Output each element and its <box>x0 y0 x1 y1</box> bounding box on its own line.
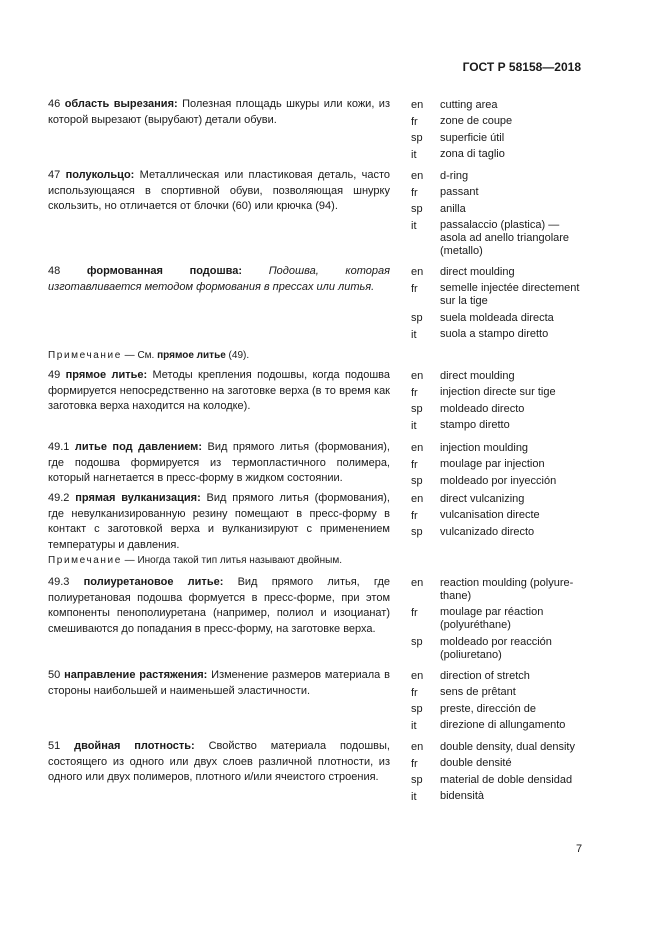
lang-code: sp <box>411 774 423 786</box>
lang-code: en <box>411 577 424 589</box>
lang-term: moldeado por reacción (poliuretano) <box>440 635 552 661</box>
lang-code: en <box>411 99 424 111</box>
lang-term: bidensità <box>440 790 485 802</box>
lang-code: sp <box>411 703 423 715</box>
lang-code: fr <box>411 757 418 770</box>
equivalent-row <box>411 634 581 664</box>
note-text-after: (49). <box>225 350 250 361</box>
equivalent-row <box>411 185 581 202</box>
equivalents-list <box>411 739 581 805</box>
equivalent-row <box>411 168 581 185</box>
lang-term: moulage par réaction (polyuréthane) <box>440 606 544 631</box>
lang-code: fr <box>411 282 418 295</box>
lang-code: fr <box>411 186 418 199</box>
entry-number: 49 <box>48 369 61 381</box>
standard-code: ГОСТ Р 58158—2018 <box>462 60 581 74</box>
entry-term: двойная плотность: <box>74 740 195 752</box>
lang-code: fr <box>411 458 418 471</box>
entry-definition <box>48 491 390 553</box>
lang-code: fr <box>411 115 418 128</box>
entry-term: область вырезания: <box>64 98 178 110</box>
lang-term: semelle injectée directement sur la tige <box>440 282 580 307</box>
equivalents-list <box>411 491 581 541</box>
equivalent-row <box>411 401 581 418</box>
equivalent-row <box>411 605 581 635</box>
lang-term: vulcanisation directe <box>440 509 540 521</box>
entry-number: 46 <box>48 98 61 110</box>
equivalent-row <box>411 368 581 385</box>
equivalent-row <box>411 440 581 457</box>
equivalent-row <box>411 218 581 261</box>
equivalent-row <box>411 281 581 311</box>
entry-definition <box>48 575 390 637</box>
lang-code: it <box>411 419 417 432</box>
lang-term: material de doble densidad <box>440 773 573 786</box>
entry-number: 51 <box>48 740 61 752</box>
lang-term: direzione di allungamento <box>440 719 566 731</box>
note-dash: — <box>121 350 138 361</box>
lang-term: cutting area <box>440 98 498 111</box>
lang-code: sp <box>411 526 423 538</box>
equivalents-list <box>411 97 581 163</box>
equivalent-row <box>411 739 581 756</box>
lang-code: sp <box>411 132 423 144</box>
equivalent-row <box>411 418 581 435</box>
entry-definition <box>48 668 390 699</box>
lang-code: sp <box>411 312 423 324</box>
equivalent-row <box>411 575 581 605</box>
lang-term: superficie útil <box>440 131 505 144</box>
lang-term: moldeado directo <box>440 402 525 415</box>
equivalent-row <box>411 772 581 789</box>
equivalent-row <box>411 668 581 685</box>
lang-term: suela moldeada directa <box>440 311 554 324</box>
equivalents-list <box>411 264 581 343</box>
equivalents-list <box>411 575 581 664</box>
entry-number: 49.1 <box>48 441 70 453</box>
lang-term: double densité <box>440 757 512 769</box>
lang-term: direct moulding <box>440 369 515 382</box>
lang-code: it <box>411 148 417 161</box>
entry-term: направление растяжения: <box>64 669 208 681</box>
equivalent-row <box>411 385 581 402</box>
entry-number: 50 <box>48 669 61 681</box>
lang-term: preste, dirección de <box>440 702 536 715</box>
entry-number: 48 <box>48 265 61 277</box>
note <box>48 555 342 566</box>
lang-term: zone de coupe <box>440 115 513 127</box>
lang-code: sp <box>411 636 423 648</box>
lang-code: sp <box>411 203 423 215</box>
entry-term: формованная подошва: <box>86 265 243 277</box>
equivalent-row <box>411 789 581 806</box>
equivalent-row <box>411 524 581 541</box>
equivalent-row <box>411 147 581 164</box>
entry-definition-text: Свойство материала подошвы, состоящего из одного или двух слоев различной плотности, из одного или двух полимеров, плотного и/или ячеистого строения. <box>48 740 390 783</box>
entry-term: полукольцо: <box>65 169 135 181</box>
lang-term: d-ring <box>440 169 469 182</box>
equivalent-row <box>411 756 581 773</box>
lang-code: it <box>411 219 417 232</box>
equivalents-list <box>411 368 581 434</box>
lang-term: anilla <box>440 202 466 215</box>
lang-term: moulage par injection <box>440 458 545 470</box>
lang-code: it <box>411 790 417 803</box>
entry-definition-text: Изменение размеров материала в стороны наибольшей и наименьшей эластичности. <box>48 669 390 697</box>
equivalent-row <box>411 491 581 508</box>
equivalent-row <box>411 685 581 702</box>
lang-code: en <box>411 370 424 382</box>
page-number: 7 <box>576 843 583 855</box>
entry-number: 47 <box>48 169 61 181</box>
entry-term: прямая вулканизация: <box>75 492 201 504</box>
lang-term: zona di taglio <box>440 148 505 160</box>
equivalents-list <box>411 440 581 490</box>
note-dash: — <box>121 555 138 566</box>
entry-definition-text: Подошва, которая изготавливается методом формования в прессах или литья. <box>48 265 391 293</box>
entry-definition <box>48 440 390 487</box>
lang-code: en <box>411 442 424 454</box>
equivalent-row <box>411 310 581 327</box>
entry-definition-text: Металлическая или пластиковая деталь, часто использующаяся в спортивной обуви, позволяющая шнурку скользить, но отличается от блочки (60) или крючка (94). <box>48 169 390 212</box>
lang-code: sp <box>411 475 423 487</box>
lang-code: it <box>411 719 417 732</box>
entry-definition-text: Методы крепления подошвы, когда подошва формируется непосредственно на заготовке верха (в то время как заготовка верха находится на колодке). <box>48 369 390 412</box>
entry-definition <box>48 368 390 415</box>
equivalent-row <box>411 457 581 474</box>
equivalent-row <box>411 114 581 131</box>
lang-code: en <box>411 170 424 182</box>
lang-term: moldeado por inyección <box>440 474 557 487</box>
lang-term: passalaccio (plastica) — asola ad anello triangolare (metallo) <box>440 219 570 257</box>
equivalent-row <box>411 718 581 735</box>
lang-term: reaction moulding (polyure-thane) <box>440 576 574 602</box>
lang-term: passant <box>440 186 479 198</box>
lang-code: en <box>411 493 424 505</box>
lang-term: double density, dual density <box>440 740 575 753</box>
lang-term: direct vulcanizing <box>440 492 525 505</box>
entry-definition-text: Вид прямого литья (формования), где невулканизированную резину помещают в пресс-форму в контакт с заготовкой верха и вулканизируют с применением температуры и давления. <box>48 492 390 551</box>
note-text: См. <box>137 350 158 361</box>
entry-number: 49.3 <box>48 576 70 588</box>
note <box>48 350 249 361</box>
equivalent-row <box>411 473 581 490</box>
note-term: прямое литье <box>157 350 226 361</box>
lang-term: injection directe sur tige <box>440 386 556 398</box>
lang-term: stampo diretto <box>440 419 510 431</box>
lang-term: direct moulding <box>440 265 515 278</box>
entry-definition <box>48 168 390 215</box>
entry-term: полиуретановое литье: <box>83 576 224 588</box>
equivalent-row <box>411 130 581 147</box>
lang-code: sp <box>411 403 423 415</box>
lang-code: en <box>411 670 424 682</box>
note-text: Иногда такой тип литья называют двойным. <box>137 555 342 566</box>
lang-term: suola a stampo diretto <box>440 328 549 340</box>
lang-term: injection moulding <box>440 441 529 454</box>
entry-definition-text: Полезная площадь шкуры или кожи, из которой вырезают (вырубают) детали обуви. <box>48 98 390 126</box>
lang-code: en <box>411 266 424 278</box>
lang-code: fr <box>411 386 418 399</box>
entry-definition <box>48 739 390 786</box>
lang-code: fr <box>411 509 418 522</box>
lang-code: fr <box>411 606 418 619</box>
entry-term: литье под давлением: <box>74 441 202 453</box>
lang-term: vulcanizado directo <box>440 525 535 538</box>
equivalent-row <box>411 701 581 718</box>
equivalent-row <box>411 508 581 525</box>
lang-code: fr <box>411 686 418 699</box>
entry-term: прямое литье: <box>65 369 148 381</box>
note-label: Примечание <box>48 555 122 566</box>
entry-definition <box>48 264 390 295</box>
entry-number: 49.2 <box>48 492 70 504</box>
entry-definition-text: Вид прямого литья (формования), где подошва формируется из термопластичного полимера, который нагнетается в пресс-форму в жидком состоянии. <box>48 441 390 484</box>
lang-code: en <box>411 741 424 753</box>
equivalent-row <box>411 264 581 281</box>
lang-term: direction of stretch <box>440 669 530 682</box>
equivalent-row <box>411 327 581 344</box>
entry-definition-text: Вид прямого литья, где полиуретановая подошва формуется в пресс-форме, при этом компоненты пенополиуретана (например, полиол и изоцианат) смешиваются до попадания в пресс-форму, на заготовке верха. <box>48 576 390 635</box>
equivalents-list <box>411 668 581 734</box>
lang-code: it <box>411 328 417 341</box>
lang-term: sens de prêtant <box>440 686 516 698</box>
equivalents-list <box>411 168 581 260</box>
equivalent-row <box>411 97 581 114</box>
equivalent-row <box>411 201 581 218</box>
note-label: Примечание <box>48 350 122 361</box>
entry-definition <box>48 97 390 128</box>
